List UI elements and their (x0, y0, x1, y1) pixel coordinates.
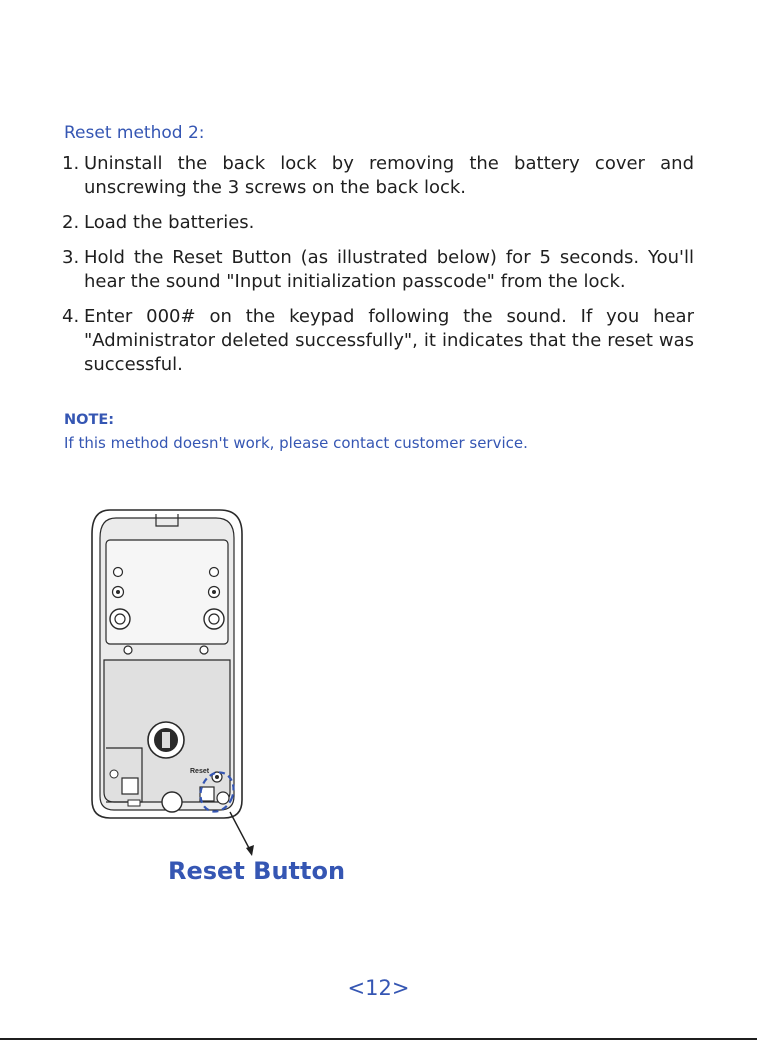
reset-steps-list (62, 152, 694, 388)
screw-hole (114, 568, 123, 577)
screw-hole (210, 568, 219, 577)
reset-button-callout: Reset Button (168, 857, 346, 885)
screw-hole (124, 646, 132, 654)
step-text: Enter 000# on the keypad following the sound. If you hear "Administrator deleted successfully", it indicates that the reset was successful. (84, 306, 694, 375)
step-item (62, 305, 694, 377)
step-item (62, 246, 694, 294)
step-number: 3. (62, 247, 80, 268)
screw-mount (209, 614, 219, 624)
back-lock-illustration (80, 500, 280, 880)
screw-hole (200, 646, 208, 654)
reset-button-icon (215, 775, 219, 779)
screw-mount (115, 614, 125, 624)
reset-screw (217, 792, 229, 804)
step-text: Load the batteries. (84, 212, 255, 233)
step-text: Uninstall the back lock by removing the battery cover and unscrewing the 3 screws on the back lock. (84, 153, 694, 198)
step-text: Hold the Reset Button (as illustrated below) for 5 seconds. You'll hear the sound "Input initialization passcode" from the lock. (84, 247, 694, 292)
screw-hole (212, 590, 216, 594)
connector-pin (110, 770, 118, 778)
step-item (62, 152, 694, 200)
callout-arrow-head (246, 845, 254, 856)
note-label: NOTE: (64, 412, 115, 428)
step-number: 1. (62, 153, 80, 174)
step-number: 4. (62, 306, 80, 327)
motor-hub (162, 792, 182, 812)
connector-plug (122, 778, 138, 794)
reset-marking: Reset (190, 768, 210, 775)
step-number: 2. (62, 212, 80, 233)
callout-leader-line (230, 812, 250, 850)
page-number: <12> (347, 976, 410, 1000)
screw-hole (116, 590, 120, 594)
key-cylinder (162, 732, 170, 748)
connector-tab (128, 800, 140, 806)
section-heading: Reset method 2: (64, 123, 205, 143)
note-text: If this method doesn't work, please contact customer service. (64, 434, 528, 452)
step-item (62, 211, 694, 235)
